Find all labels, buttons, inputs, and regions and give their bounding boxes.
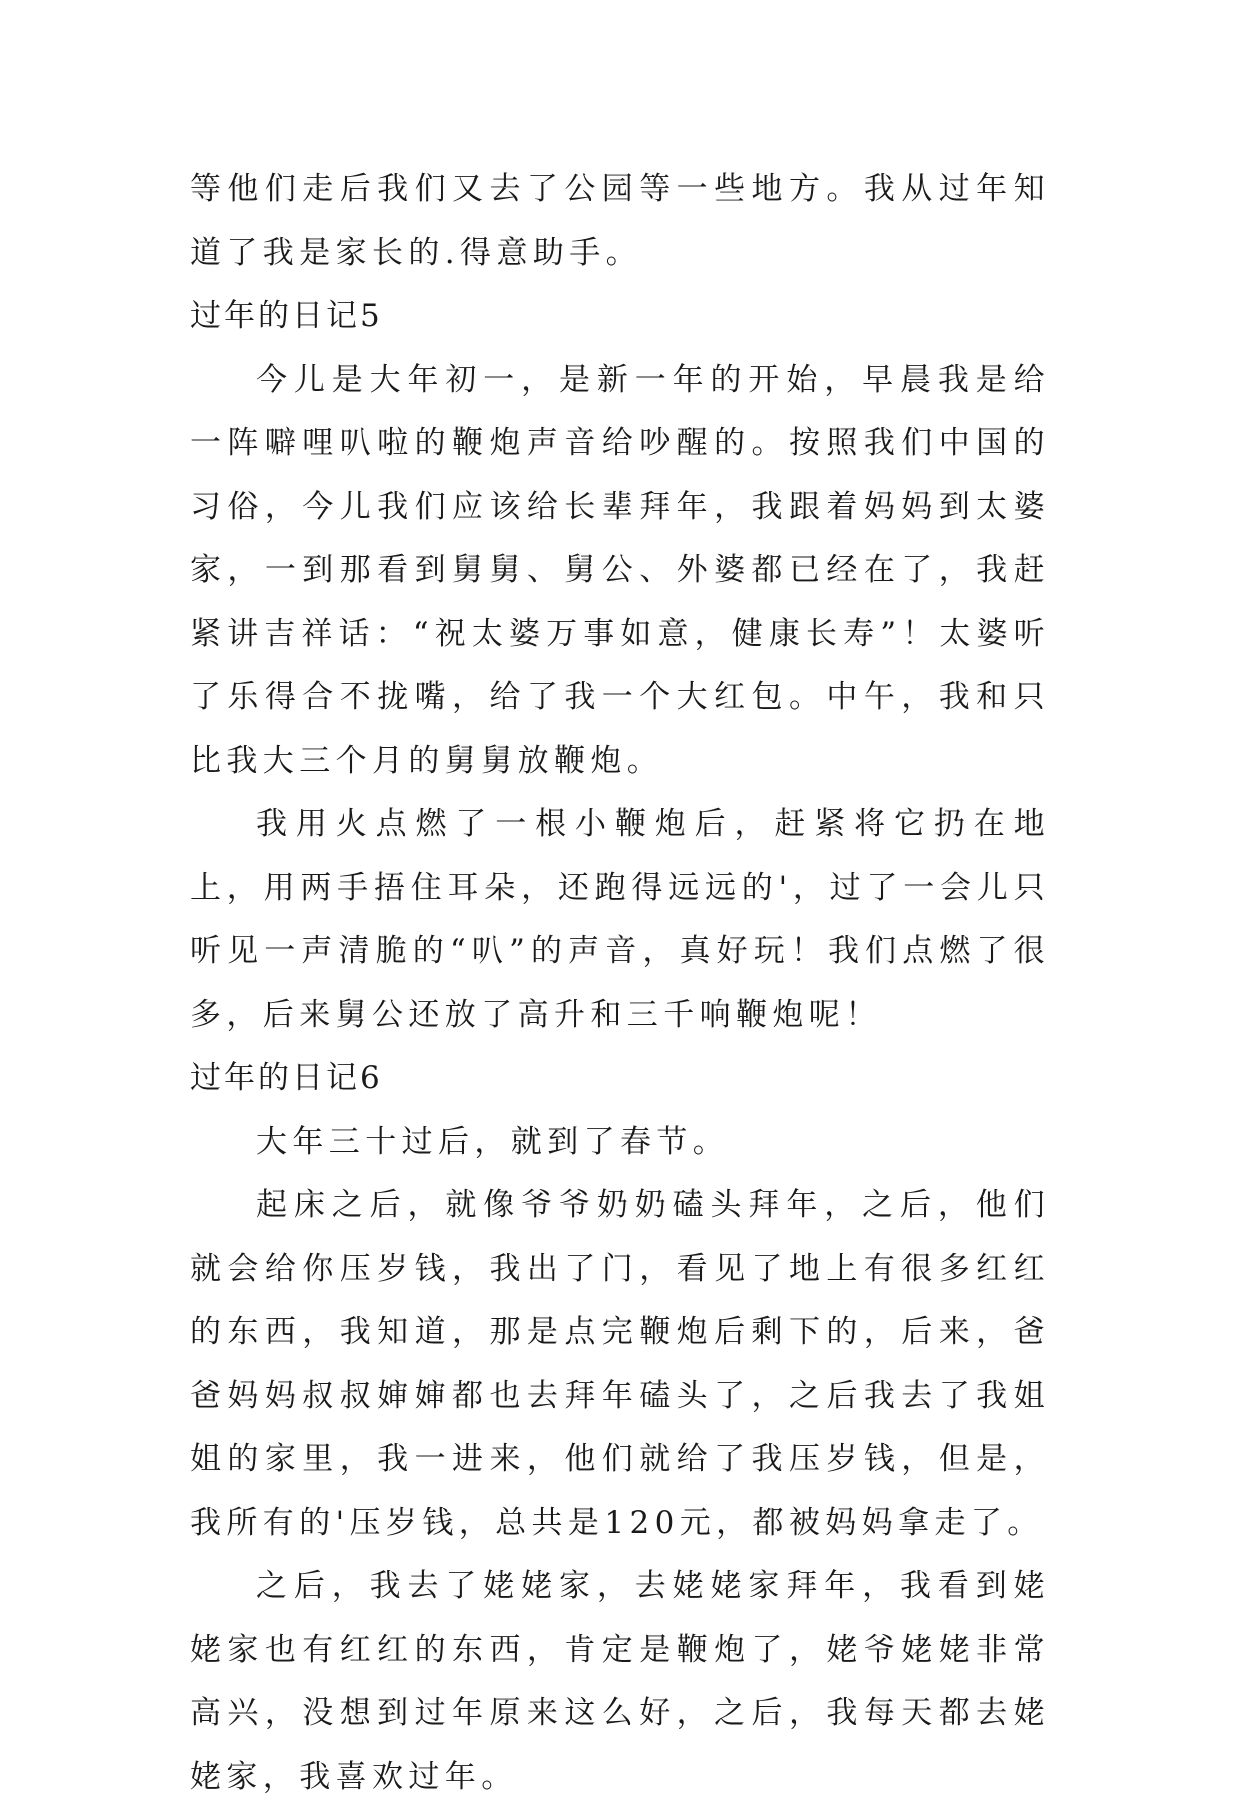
paragraph: 等他们走后我们又去了公园等一些地方。我从过年知道了我是家长的.得意助手。 — [190, 171, 1050, 271]
paragraph: 大年三十过后，就到了春节。 — [256, 1123, 730, 1160]
paragraph: 我用火点燃了一根小鞭炮后，赶紧将它扔在地上，用两手捂住耳朵，还跑得远远的'，过了一会儿只听见一声清脆的“叭”的声音，真好玩！我们点燃了很多，后来舅公还放了高升和三千响鞭炮呢！ — [190, 806, 1050, 1033]
document-body — [190, 158, 1050, 1809]
paragraph: 今儿是大年初一，是新一年的开始，早晨我是给一阵噼哩叭啦的鞭炮声音给吵醒的。按照我们中国的习俗，今儿我们应该给长辈拜年，我跟着妈妈到太婆家，一到那看到舅舅、舅公、外婆都已经在了，我赶紧讲吉祥话：“祝太婆万事如意，健康长寿”！太婆听了乐得合不拢嘴，给了我一个大红包。中午，我和只比我大三个月的舅舅放鞭炮。 — [190, 361, 1050, 779]
section-heading: 过年的日记6 — [190, 1060, 383, 1096]
paragraph: 起床之后，就像爷爷奶奶磕头拜年，之后，他们就会给你压岁钱，我出了门，看见了地上有很多红红的东西，我知道，那是点完鞭炮后剩下的，后来，爸爸妈妈叔叔婶婶都也去拜年磕头了，之后我去了我姐姐的家里，我一进来，他们就给了我压岁钱，但是，我所有的'压岁钱，总共是120元，都被妈妈拿走了。 — [190, 1187, 1050, 1541]
section-heading: 过年的日记5 — [190, 298, 383, 334]
paragraph: 之后，我去了姥姥家，去姥姥家拜年，我看到姥姥家也有红红的东西，肯定是鞭炮了，姥爷姥姥非常高兴，没想到过年原来这么好，之后，我每天都去姥姥家，我喜欢过年。 — [190, 1568, 1050, 1795]
